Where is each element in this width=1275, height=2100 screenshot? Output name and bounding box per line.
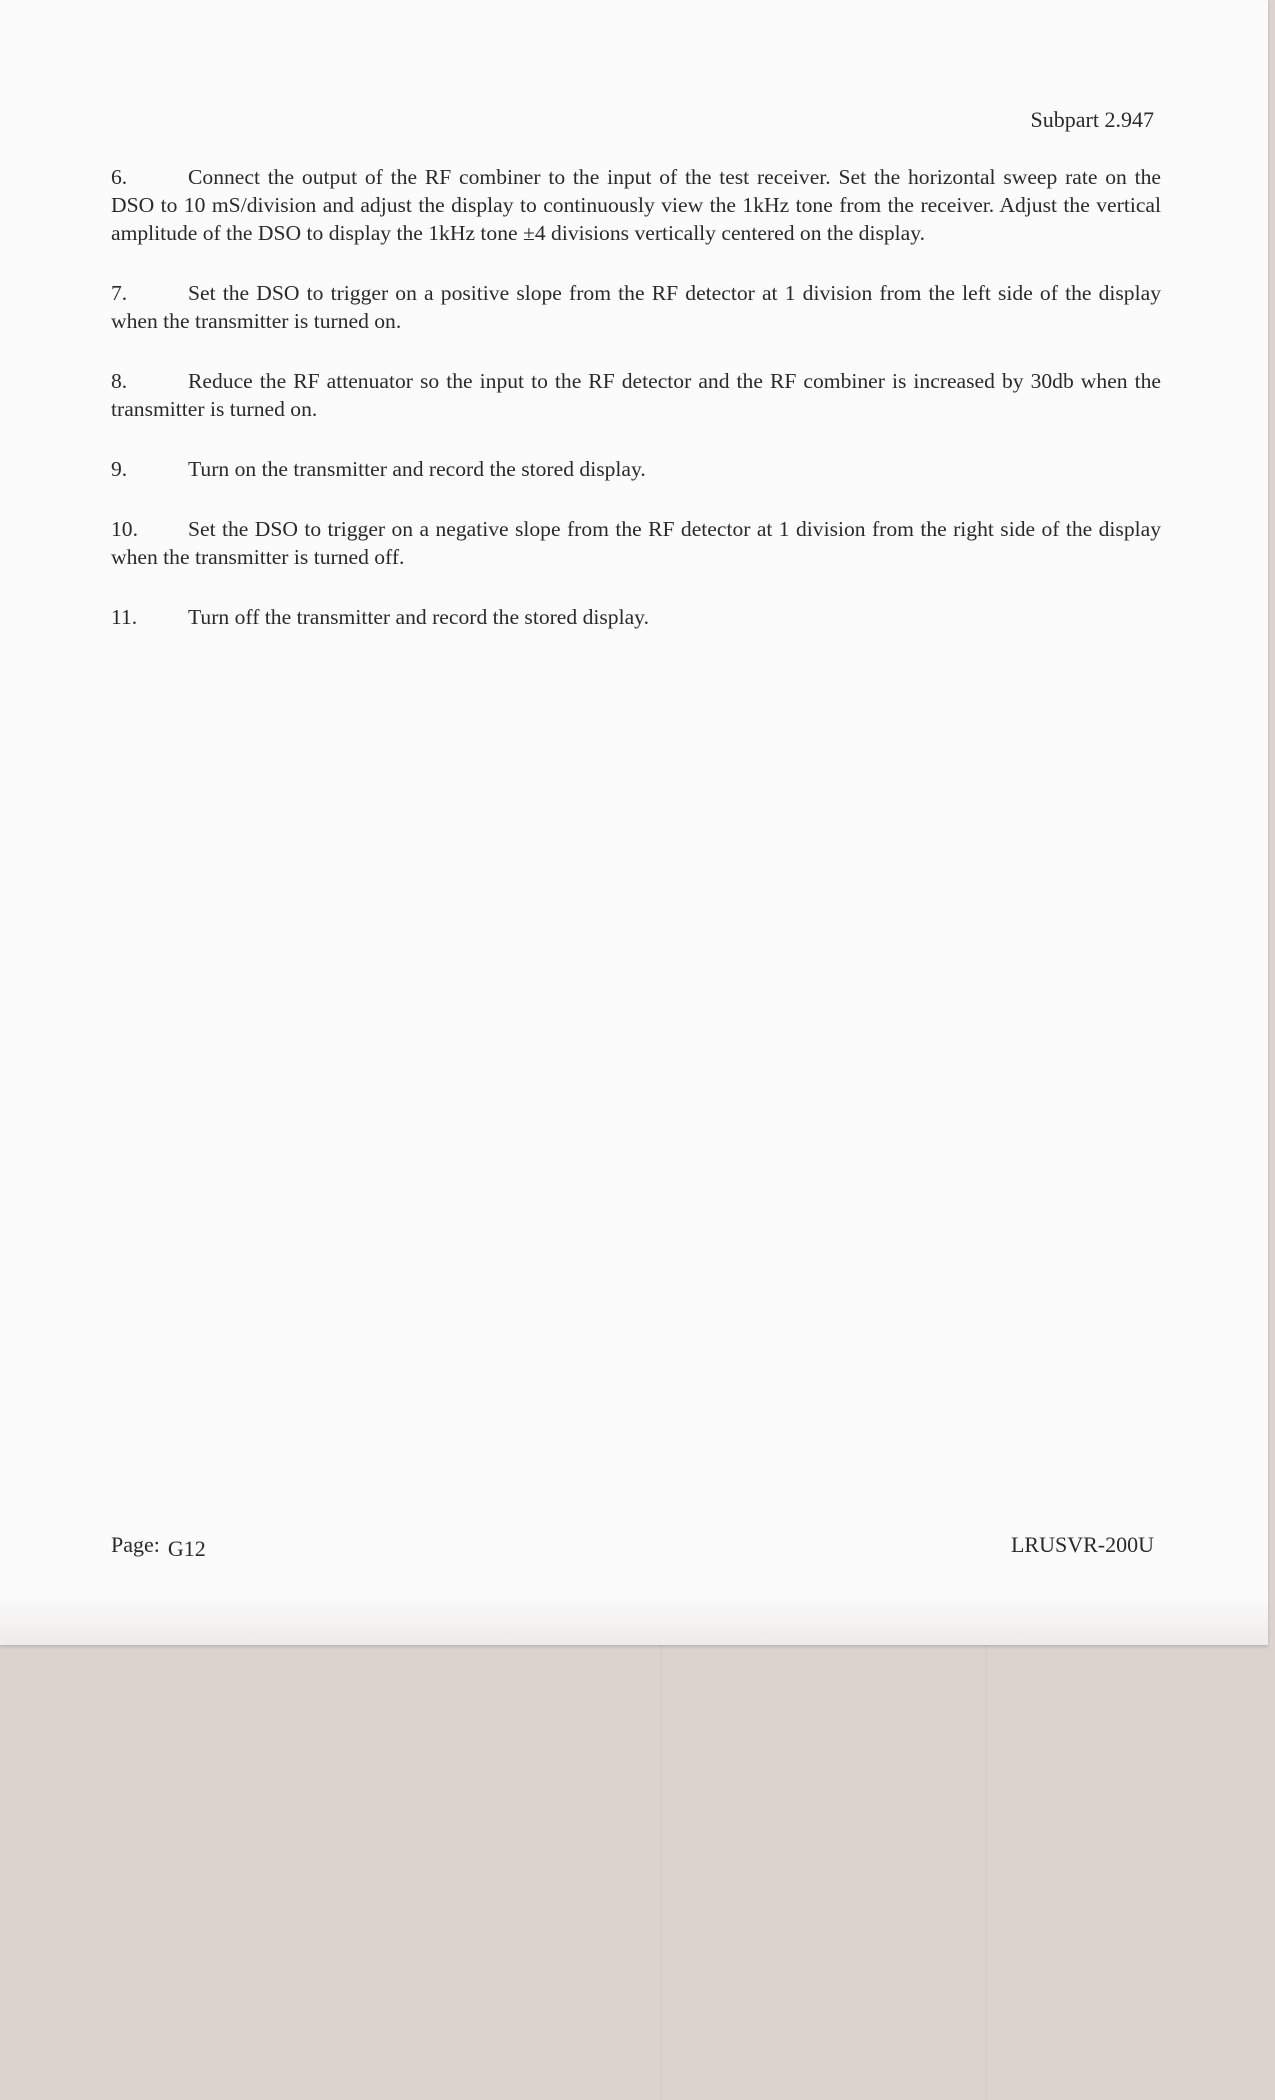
subpart-header: Subpart 2.947	[1030, 107, 1154, 132]
page-footer-left	[111, 1532, 206, 1561]
step-number: 10.	[111, 517, 138, 541]
step-number: 11.	[111, 605, 138, 629]
step-text: Turn off the transmitter and record the stored display.	[188, 605, 649, 629]
page-label: Page:	[111, 1532, 160, 1557]
step-7	[111, 279, 1161, 335]
step-text: Turn on the transmitter and record the stored display.	[188, 457, 646, 481]
step-number: 8.	[111, 369, 128, 393]
step-10	[111, 515, 1161, 571]
page-number: G12	[167, 1536, 206, 1561]
step-number: 7.	[111, 281, 128, 305]
step-text: Reduce the RF attenuator so the input to the RF detector and the RF combiner is increased by 30db when the transmitter is turned on.	[111, 369, 1161, 421]
step-9	[111, 455, 1161, 483]
step-number: 9.	[111, 457, 128, 481]
step-11	[111, 603, 1161, 631]
procedure-steps	[111, 163, 1161, 663]
step-text: Connect the output of the RF combiner to the input of the test receiver. Set the horizontal sweep rate on the DSO to 10 mS/division and adjust the display to continuously view the 1kHz tone from the receiver. Adjust the vertical amplitude of the DSO to display the 1kHz tone ±4 divisions vertically centered on the display.	[111, 165, 1161, 245]
step-number: 6.	[111, 165, 128, 189]
step-text: Set the DSO to trigger on a negative slope from the RF detector at 1 division from the right side of the display when the transmitter is turned off.	[111, 517, 1161, 569]
step-text: Set the DSO to trigger on a positive slope from the RF detector at 1 division from the left side of the display when the transmitter is turned on.	[111, 281, 1161, 333]
step-6	[111, 163, 1161, 247]
model-number: LRUSVR-200U	[1010, 1532, 1154, 1557]
step-8	[111, 367, 1161, 423]
